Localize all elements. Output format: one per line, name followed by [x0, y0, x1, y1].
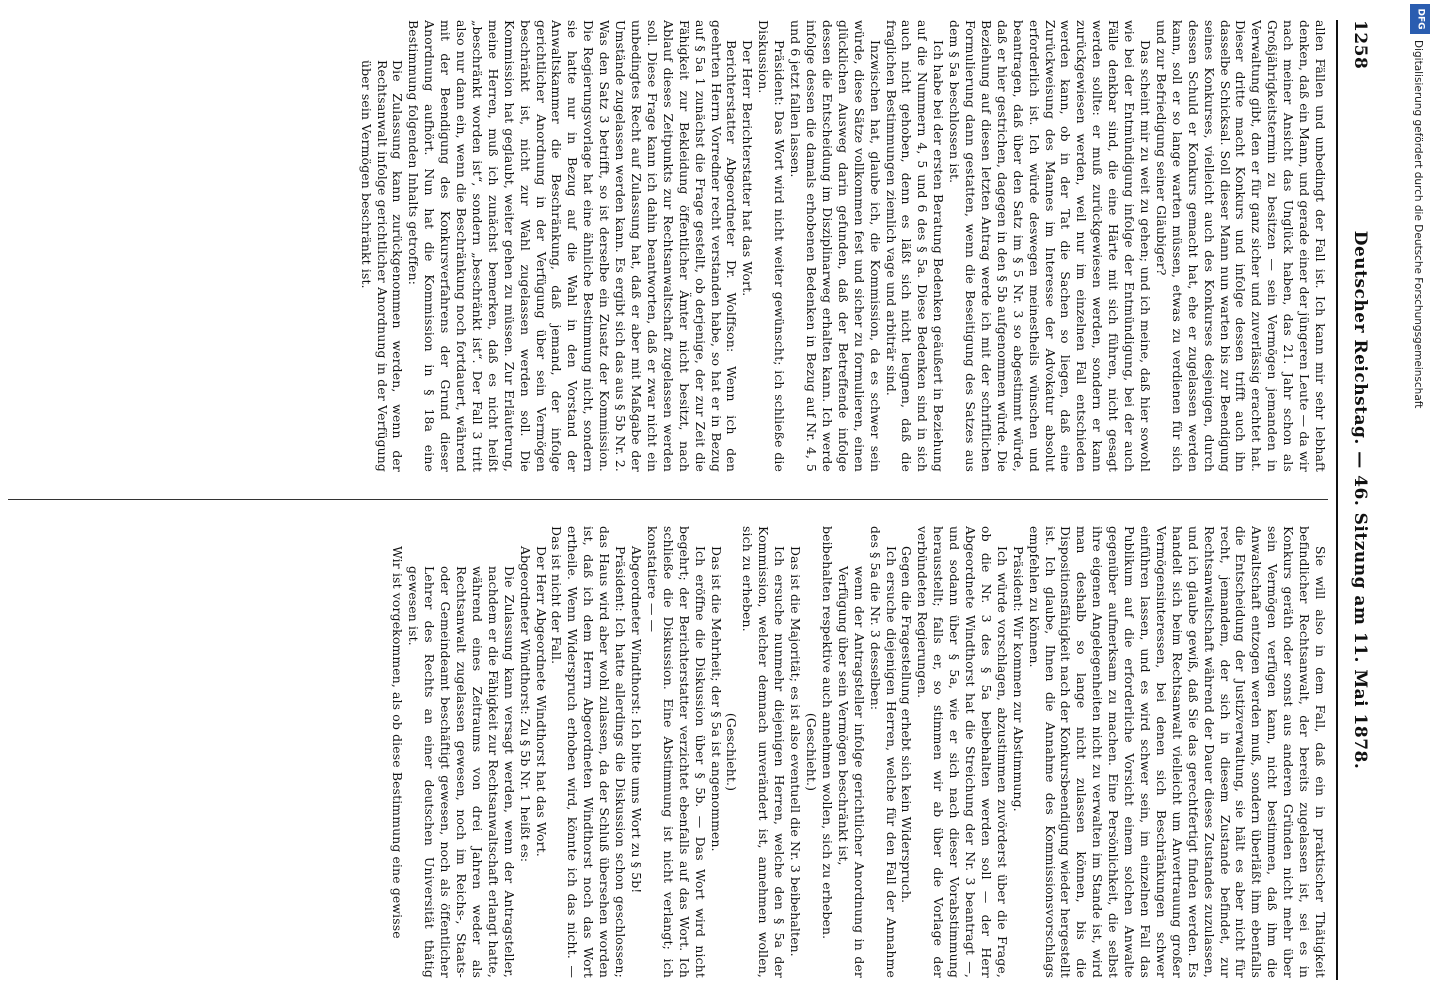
right-column	[8, 526, 1328, 978]
column-divider	[8, 499, 1328, 500]
paragraph: Ich habe bei der ersten Beratung Bedenken geäußert in Beziehung auf die Nummern 4, 5 und 6 des § 5a. Diese Bedenken sind in sich auch nicht gehoben, denn es läßt sich nicht leugnen, daß die fraglichen Bestimmungen ziemlich vage und arbiträr sind.	[883, 20, 947, 472]
quoted-provision: Die Zulassung kann zurückgenommen werden, wenn der Rechtsanwalt infolge gerichtlicher Anordnung in der Verfügung über sein Vermögen beschränkt ist.	[358, 60, 406, 472]
speaker-paragraph: Präsident: Wir kommen zur Abstimmung.	[1010, 546, 1026, 812]
paragraph: Gegen die Fragestellung erhebt sich kein Widerspruch.	[899, 546, 915, 904]
paragraph: Ich eröffne die Diskussion über § 5b. — Das Wort wird nicht begehrt; der Berichterstatter verzichtet ebenfalls auf das Wort. Ich schließe die Diskussion. Eine Abstimmung ist nicht verlangt; ich konstatiere — —	[644, 526, 708, 978]
paragraph: Der Herr Abgeordnete Windthorst hat das Wort.	[533, 546, 549, 857]
quoted-provision: wenn der Antragsteller infolge gerichtlicher Anordnung in der Verfügung über sein Vermögen beschränkt ist,	[835, 566, 867, 978]
paragraph: Das scheint mir zu weit zu gehen; und ich meine, daß hier sowohl wie bei der Entmündigung infolge der Entmündigung, bei der auch Fälle denkbar sind, die eine Härte mit sich führen, nicht gesagt werden sollte: er muß zurückgewiesen werden, sondern er kann zurückgewiesen werden, weil nur im einzelnen Fall entschieden werden kann, ob in der Tat die Sachen so liegen, daß eine Zurückweisung des Mannes im Interesse der Advokatur absolut erforderlich ist. Ich würde deswegen meinestheils wünschen und beantragen, daß über den Satz im § 5 Nr. 3 so abgestimmt würde, daß er hier gestrichen, dagegen in den § 5b aufgenommen würde. Die Beziehung auf diesen letzten Antrag werde ich mit der schriftlichen Formulierung dann gestatten, wenn die Beseitigung des Satzes aus dem § 5a beschlossen ist.	[947, 20, 1154, 472]
running-head	[1342, 20, 1370, 980]
speaker-paragraph: Präsident: Ich hatte allerdings die Diskussion schon geschlossen; das Haus wird aber wohl zulassen, da der Schluß übersehen worden ist, daß ich dem Herrn Abgeordneten Windthorst noch das Wort ertheile. Wenn Widerspruch erhoben wird, könnte ich das nicht. — Das ist nicht der Fall.	[549, 526, 629, 978]
header-rule	[1336, 20, 1338, 980]
paragraph: allen Fällen und unbedingt der Fall ist. Ich kann mir sehr lebhaft denken, daß ein Mann, und gerade einer der jüngeren Leute — da wir nach meiner Ansicht das Unglück haben, das 21. Jahr schon als Großjährigkeitstermin zu besitzen — sein Vermögen jemanden in Verwaltung gibt, den er für ganz sicher und zuverlässig erachtet hat. Dieser dritte macht Konkurs und infolge dessen trifft auch ihn dasselbe Schicksal. Soll dieser Mann nun warten bis zur Beendigung seines Konkurses, vielleicht auch des Konkurses desjenigen, durch dessen Schuld er Konkurs gemacht hat, ehe er zugelassen werden kann, soll er so lange warten müssen, etwas zu verdienen für sich und zur Befriedigung seiner Gläubiger?	[1153, 20, 1328, 472]
paragraph: Der Herr Berichterstatter hat das Wort.	[740, 40, 756, 297]
paragraph: Das ist die Majorität; es ist also eventuell die Nr. 3 beibehalten.	[788, 546, 804, 957]
page-number: 1258	[1350, 20, 1370, 70]
digitization-credit-text: Digitalisierung gefördert durch die Deutsche Forschungsgemeinschaft	[1412, 40, 1424, 409]
paragraph: Ich würde vorschlagen, abzustimmen zuvörderst über die Frage, ob die Nr. 3 des § 5a beibehalten werden soll — der Herr Abgeordnete Windthorst hat die Streichung der Nr. 3 beantragt —, und sodann über § 5a, wie er sich nach dieser Vorabstimmung herausstellt; falls er, so stimmen wir ab über die Vorlage der verbündeten Regierungen.	[915, 526, 1010, 978]
dfg-logo-text: DFG	[1415, 8, 1426, 30]
paragraph: Ich ersuche nunmehr diejenigen Herren, welche den § 5a der Kommission, welcher demnach unverändert ist, annehmen wollen, sich zu erheben.	[740, 526, 788, 978]
speaker-paragraph: Abgeordneter Windthorst: Ich bitte ums Wort zu § 5b!	[629, 546, 645, 894]
digitization-credit	[1408, 12, 1430, 712]
quoted-provision: Die Zulassung kann versagt werden, wenn der Antragsteller, nachdem er die Fähigkeit zur Rechtsanwaltschaft erlangt hatte, während eines Zeitraums von drei Jahren weder als Rechtsanwalt zugelassen gewesen, noch im Reichs-, Staats- oder Gemeindeamt beschäftigt gewesen, noch als öffentlicher Lehrer des Rechts an einer deutschen Universität thätig gewesen ist.	[406, 566, 517, 978]
paragraph: Das ist die Mehrheit; der § 5a ist angenommen.	[708, 546, 724, 852]
paragraph: Wir ist vorgekommen, als ob diese Bestimmung eine gewisse	[390, 546, 406, 939]
speaker-paragraph: Abgeordneter Windthorst: Zu § 5b Nr. 1 heißt es:	[517, 546, 533, 863]
paragraph: Ich ersuche diejenigen Herren, welche für den Fall der Annahme des § 5a die Nr. 3 desselben:	[867, 526, 899, 978]
paragraph: Inzwischen hat, glaube ich, die Kommission, da es schwer sein würde, diese Sätze vollkommen fest und sicher zu formulieren, einen glücklichen Ausweg darin gefunden, daß der Betreffende infolge dessen die Entscheidung im Disziplinarweg erhalten kann. Ich werde infolge dessen die damals erhobenen Bedenken in Bezug auf Nr. 4, 5 und 6 jetzt fallen lassen.	[788, 20, 883, 472]
running-title: Deutscher Reichstag. — 46. Sitzung am 11. Mai 1878.	[1350, 230, 1370, 770]
left-column	[8, 20, 1328, 472]
speaker-paragraph: Präsident: Das Wort wird nicht weiter gewünscht; ich schließe die Diskussion.	[756, 20, 788, 472]
speaker-paragraph: Berichterstatter Abgeordneter Dr. Wolffson: Wenn ich den geehrten Herrn Vorredner recht verstanden habe, so hat er in Bezug auf § 5a 1 zunächst die Frage gestellt, ob derjenige, der zur Zeit die Fähigkeit zur Bekleidung öffentlicher Ämter nicht besitzt, nach Ablauf dieses Zeitpunkts zur Rechtsanwaltschaft zugelassen werden soll. Diese Frage kann ich dahin beantworten, daß er zwar nicht ein unbedingtes Recht auf Zulassung hat, daß er aber mit Maßgabe der Umstände zugelassen werden kann. Es ergibt sich das aus § 5b Nr. 2. Was den Satz 3 betrifft, so ist derselbe ein Zusatz der Kommission. Die Regierungsvorlage hat eine ähnliche Bestimmung nicht, sondern sie hatte nur in Bezug auf die Wahl in den Vorstand der Anwaltskammer die Beschränkung, daß jemand, der infolge gerichtlicher Anordnung in der Verfügung über sein Vermögen beschränkt ist, nicht zur Wahl zugelassen werden soll. Die Kommission hat geglaubt, weiter gehen zu müssen. Zur Erläuterung, meine Herren, muß ich zunächst bemerken, daß es nicht heißt „beschränkt worden ist“, sondern „beschränkt ist“. Der Fall 3 tritt also nur dann ein, wenn die Beschränkung noch fortdauert, während mit der Beendigung des Konkursverfahrens der Grund dieser Anordnung aufhört. Nun hat die Kommission in § 18a eine Bestimmung folgenden Inhalts getroffen:	[406, 20, 740, 472]
stage-direction: (Geschieht.)	[804, 712, 819, 792]
stage-direction: (Geschieht.)	[724, 712, 740, 792]
paragraph: beibehalten respektive auch annehmen wollen, sich zu erheben.	[819, 526, 835, 940]
paragraph: Sie will also in dem Fall, daß ein in praktischer Thätigkeit befindlicher Rechtsanwalt, der bereits zugelassen ist, sei es in Konkurs geräth oder sonst aus anderen Gründen nicht mehr über sein Vermögen verfügen kann, nicht bestimmen, daß ihm die Anwaltschaft entzogen werden muß, sondern überläßt ihm ebenfalls die Entscheidung der Justizverwaltung, sie hält es aber nicht für recht, jemandem, der sich in diesem Zustande befindet, zur Rechtsanwaltschaft während der Dauer dieses Zustandes zuzulassen, und ich glaube gewiß, daß Sie das gerechtfertigt finden werden. Es handelt sich beim Rechtsanwalt vielleicht um Anvertrauung großer Vermögensinteressen, bei denen sich Beschränkungen schwer einführen lassen, und es wird schwer sein, im einzelnen Fall das Publikum auf die erforderliche Vorsicht einem solchen Anwalte gegenüber aufmerksam zu machen. Eine Persönlichkeit, die selbst ihre eigenen Angelegenheiten nicht zu verwalten im Stande ist, wird man deshalb so lange nicht zulassen können, bis die Dispositionsfähigkeit nach der Konkursbeendigung wieder hergestellt ist. Ich glaube, Ihnen die Annahme des Kommissionsvorschlags empfehlen zu können.	[1026, 526, 1328, 978]
